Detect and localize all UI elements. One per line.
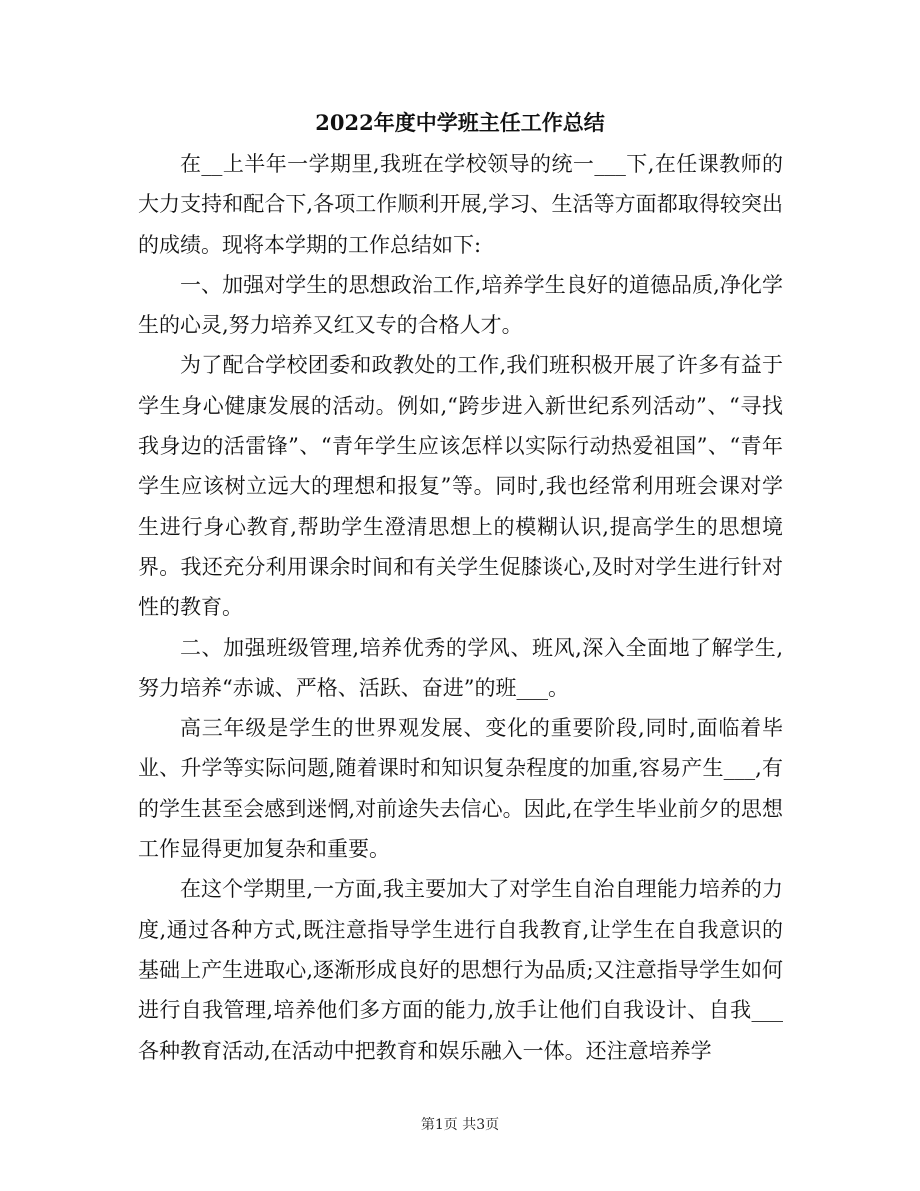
- paragraph-self-management: 在这个学期里,一方面,我主要加大了对学生自治自理能力培养的力度,通过各种方式,既注意指导学生进行自我教育,让学生在自我意识的基础上产生进取心,逐渐形成良好的思想行为品质;又注意指导学生如何进行自我管理,培养他们多方面的能力,放手让他们自我设计、自我___各种教育活动,在活动中把教育和娱乐融入一体。还注意培养学: [138, 877, 783, 1063]
- paragraph-activities: 为了配合学校团委和政教处的工作,我们班积极开展了许多有益于学生身心健康发展的活动。例如,“跨步进入新世纪系列活动”、“寻找我身边的活雷锋”、“青年学生应该怎样以实际行动热爱祖国”、“青年学生应该树立远大的理想和报复”等。同时,我也经常利用班会课对学生进行身心教育,帮助学生澄清思想上的模糊认识,提高学生的思想境界。我还充分利用课余时间和有关学生促膝谈心,及时对学生进行针对性的教育。: [138, 353, 783, 620]
- document-title: 2022年度中学班主任工作总结: [315, 110, 605, 135]
- paragraph-intro: 在__上半年一学期里,我班在学校领导的统一___下,在任课教师的大力支持和配合下,各项工作顺利开展,学习、生活等方面都取得较突出的成绩。现将本学期的工作总结如下:: [138, 152, 783, 257]
- paragraph-section-one-heading: 一、加强对学生的思想政治工作,培养学生良好的道德品质,净化学生的心灵,努力培养又红又专的合格人才。: [138, 272, 783, 338]
- paragraph-section-two-heading: 二、加强班级管理,培养优秀的学风、班风,深入全面地了解学生,努力培养“赤诚、严格、活跃、奋进”的班___。: [138, 635, 783, 700]
- document-body: [138, 144, 783, 1071]
- page-number-footer: 第1页 共3页: [420, 1117, 500, 1133]
- paragraph-senior-year: 高三年级是学生的世界观发展、变化的重要阶段,同时,面临着毕业、升学等实际问题,随着课时和知识复杂程度的加重,容易产生___,有的学生甚至会感到迷惘,对前途失去信心。因此,在学生毕业前夕的思想工作显得更加复杂和重要。: [138, 716, 783, 862]
